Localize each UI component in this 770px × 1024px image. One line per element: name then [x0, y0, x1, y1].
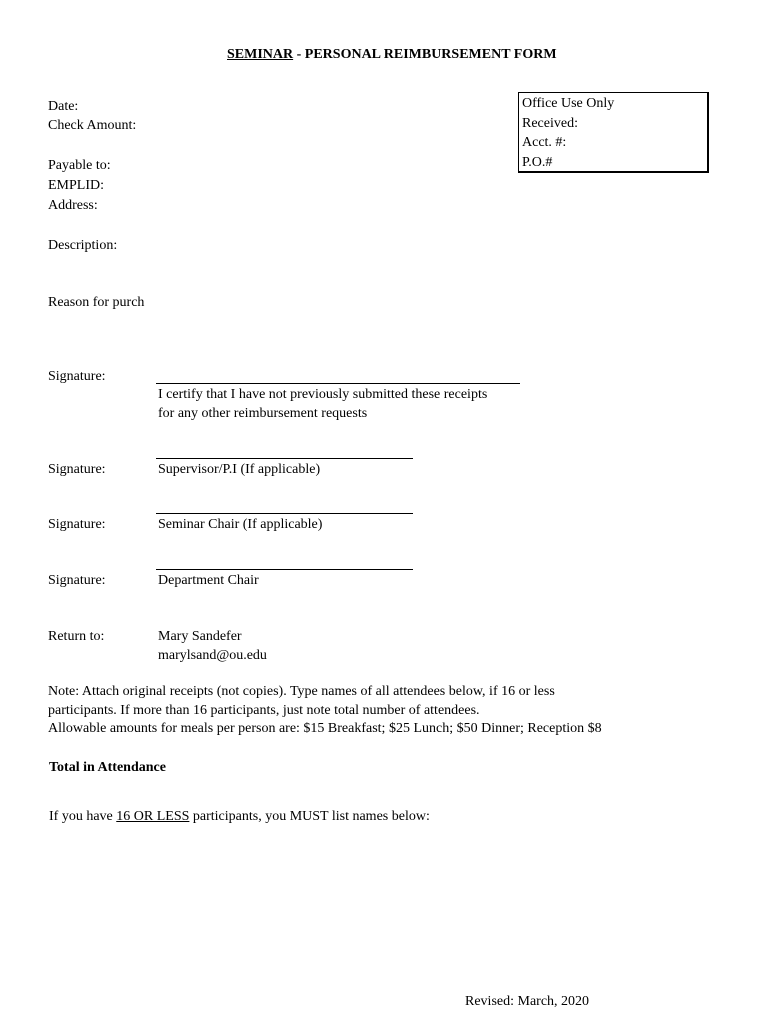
check-amount-label: Check Amount: [48, 118, 137, 133]
signature-label-3: Signature: [48, 517, 106, 532]
signature-caption-certify: I certify that I have not previously submitted these receipts [158, 387, 488, 402]
note-line-2: participants. If more than 16 participants, just note total number of attendees. [48, 703, 480, 718]
signature-caption-supervisor: Supervisor/P.I (If applicable) [158, 462, 321, 477]
participants-note-after: participants, you MUST list names below: [189, 809, 430, 824]
form-title [227, 46, 557, 63]
signature-label-2: Signature: [48, 462, 106, 477]
office-use-received: Received: [522, 116, 578, 131]
signature-line-3[interactable] [156, 513, 413, 514]
signature-label-4: Signature: [48, 573, 106, 588]
office-use-po: P.O.# [522, 155, 553, 170]
date-label: Date: [48, 99, 79, 114]
signature-line-2[interactable] [156, 458, 413, 459]
office-use-heading: Office Use Only [522, 96, 615, 111]
form-title-seminar: SEMINAR [227, 47, 294, 62]
total-attendance-label: Total in Attendance [49, 760, 166, 775]
revised-date: Revised: March, 2020 [465, 994, 590, 1009]
participants-note-before: If you have [49, 809, 117, 824]
signature-caption-certify-2: for any other reimbursement requests [158, 406, 368, 421]
signature-line-4[interactable] [156, 569, 413, 570]
return-to-label: Return to: [48, 629, 105, 644]
participants-note [49, 808, 430, 825]
office-use-box [518, 92, 709, 173]
note-line-3: Allowable amounts for meals per person are: $15 Breakfast; $25 Lunch; $50 Dinner; Reception $8 [48, 721, 602, 736]
signature-line-1[interactable] [156, 383, 520, 384]
note-line-1: Note: Attach original receipts (not copies). Type names of all attendees below, if 16 or less [48, 684, 555, 699]
return-to-name: Mary Sandefer [158, 629, 242, 644]
form-title-rest: - PERSONAL REIMBURSEMENT FORM [293, 47, 557, 62]
return-to-email[interactable]: marylsand@ou.edu [158, 648, 267, 663]
participants-note-underlined: 16 OR LESS [116, 809, 190, 824]
signature-caption-seminar-chair: Seminar Chair (If applicable) [158, 517, 323, 532]
address-label: Address: [48, 198, 98, 213]
signature-caption-department-chair: Department Chair [158, 573, 259, 588]
description-label: Description: [48, 238, 118, 253]
emplid-label: EMPLID: [48, 178, 104, 193]
signature-label-1: Signature: [48, 369, 106, 384]
office-use-acct: Acct. #: [522, 135, 567, 150]
reason-label: Reason for purch [48, 295, 145, 310]
payable-to-label: Payable to: [48, 158, 111, 173]
